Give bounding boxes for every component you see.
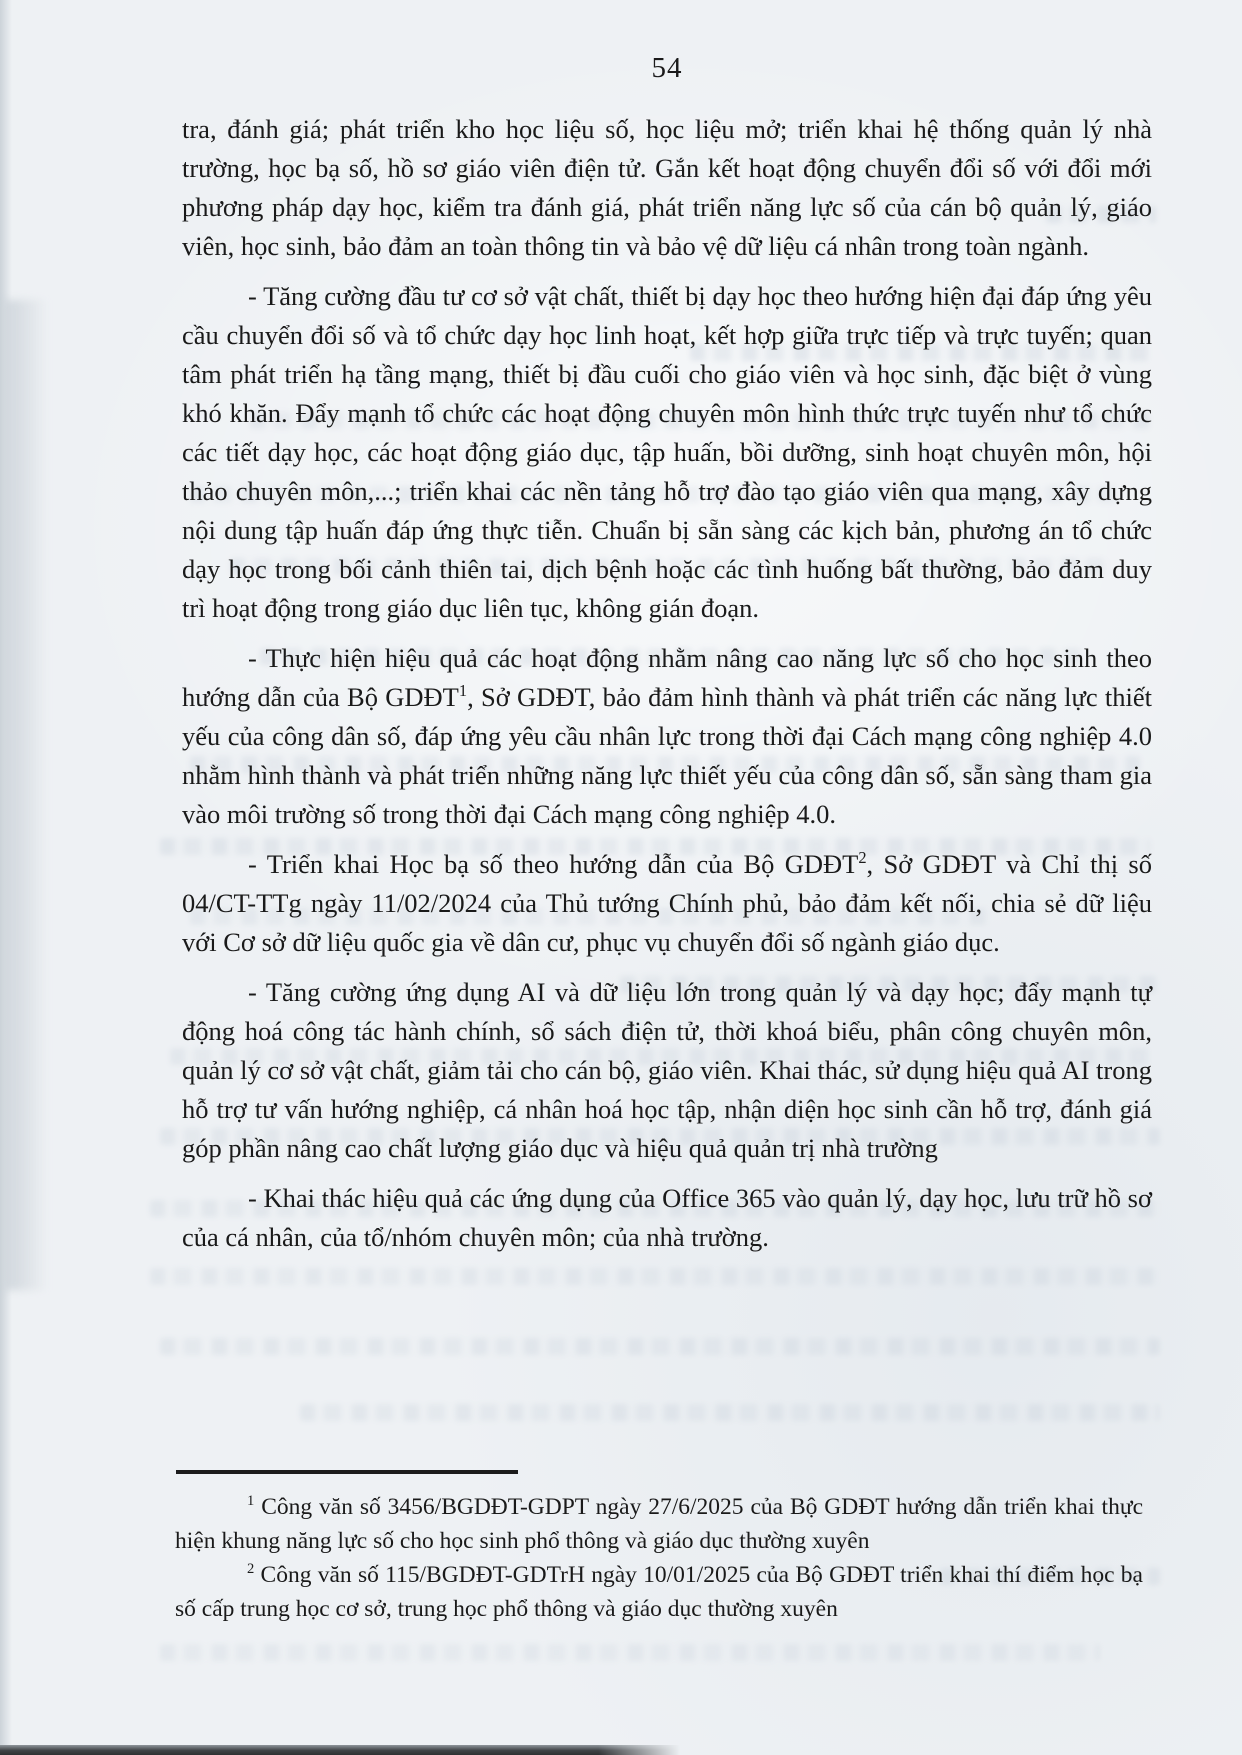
- bleed-through-artifact: [300, 1404, 1160, 1421]
- paragraph-text: - Khai thác hiệu quả các ứng dụng của Office 365 vào quản lý, dạy học, lưu trữ hồ sơ của cá nhân, của tổ/nhóm chuyên môn; của nhà trường.: [182, 1183, 1152, 1252]
- paragraph-text: , Sở GDĐT, bảo đảm hình thành và phát triển các năng lực thiết yếu của công dân số, đáp ứng yêu cầu nhân lực trong thời đại Cách mạng công nghiệp 4.0 nhằm hình thành và phát triển những năng lực thiết yếu của công dân số, sẵn sàng tham gia vào môi trường số trong thời đại Cách mạng công nghiệp 4.0.: [182, 682, 1153, 829]
- paragraph-text: , Sở GDĐT và Chỉ thị số 04/CT-TTg ngày 11/02/2024 của Thủ tướng Chính phủ, bảo đảm kết nối, chia sẻ dữ liệu với Cơ sở dữ liệu quốc gia về dân cư, phục vụ chuyển đổi số ngành giáo dục.: [182, 849, 1152, 957]
- footnote-text: Công văn số 3456/BGDĐT-GDPT ngày 27/6/2025 của Bộ GDĐT hướng dẫn triển khai thực hiện khung năng lực số cho học sinh phổ thông và giáo dục thường xuyên: [175, 1494, 1143, 1554]
- footnote-text: Công văn số 115/BGDĐT-GDTrH ngày 10/01/2025 của Bộ GDĐT triển khai thí điểm học bạ số cấp trung học cơ sở, trung học phổ thông và giáo dục thường xuyên: [175, 1562, 1143, 1622]
- footnote-marker: 1: [247, 1493, 255, 1510]
- page-number: 54: [651, 52, 683, 84]
- paragraph-bullet: [182, 845, 1152, 962]
- paragraph-bullet: [182, 277, 1152, 628]
- footnote: [175, 1490, 1143, 1558]
- paragraph-text: - Thực hiện hiệu quả các hoạt động nhằm nâng cao năng lực số cho học sinh theo hướng dẫn của Bộ GDĐT: [182, 643, 1152, 712]
- paragraph-bullet: [182, 639, 1152, 834]
- footnote-reference: 2: [858, 848, 867, 868]
- footnote: [175, 1558, 1143, 1626]
- scan-fold-shadow: [6, 300, 48, 1290]
- paragraph-text: tra, đánh giá; phát triển kho học liệu số, học liệu mở; triển khai hệ thống quản lý nhà trường, học bạ số, hồ sơ giáo viên điện tử. Gắn kết hoạt động chuyển đổi số với đổi mới phương pháp dạy học, kiểm tra đánh giá, phát triển năng lực số của cán bộ quản lý, giáo viên, học sinh, bảo đảm an toàn thông tin và bảo vệ dữ liệu cá nhân trong toàn ngành.: [182, 114, 1152, 261]
- bleed-through-artifact: [160, 1644, 1100, 1661]
- footnotes: [175, 1490, 1143, 1626]
- paragraph-text: - Tăng cường đầu tư cơ sở vật chất, thiết bị dạy học theo hướng hiện đại đáp ứng yêu cầu chuyển đổi số và tổ chức dạy học linh hoạt, kết hợp giữa trực tiếp và trực tuyến; quan tâm phát triển hạ tầng mạng, thiết bị đầu cuối cho giáo viên và học sinh, đặc biệt ở vùng khó khăn. Đẩy mạnh tổ chức các hoạt động chuyên môn hình thức trực tuyến như tổ chức các tiết dạy học, các hoạt động giáo dục, tập huấn, bồi dưỡng, sinh hoạt chuyên môn, hội thảo chuyên môn,...; triển khai các nền tảng hỗ trợ đào tạo giáo viên qua mạng, xây dựng nội dung tập huấn đáp ứng thực tiễn. Chuẩn bị sẵn sàng các kịch bản, phương án tổ chức dạy học trong bối cảnh thiên tai, dịch bệnh hoặc các tình huống bất thường, bảo đảm duy trì hoạt động trong giáo dục liên tục, không gián đoạn.: [182, 281, 1152, 623]
- scan-bottom-edge-band: [0, 1745, 680, 1755]
- paragraph-bullet: [182, 1179, 1152, 1257]
- paragraph-continuation: [182, 110, 1152, 266]
- footnote-separator: [176, 1470, 518, 1474]
- document-body: [182, 110, 1152, 1268]
- paragraph-text: - Tăng cường ứng dụng AI và dữ liệu lớn trong quản lý và dạy học; đẩy mạnh tự động hoá công tác hành chính, sổ sách điện tử, thời khoá biểu, phân công chuyên môn, quản lý cơ sở vật chất, giảm tải cho cán bộ, giáo viên. Khai thác, sử dụng hiệu quả AI trong hỗ trợ tư vấn hướng nghiệp, cá nhân hoá học tập, nhận diện học sinh cần hỗ trợ, đánh giá góp phần nâng cao chất lượng giáo dục và hiệu quả quản trị nhà trường: [182, 977, 1152, 1163]
- bleed-through-artifact: [160, 1338, 1160, 1355]
- footnote-reference: 1: [458, 681, 468, 701]
- paragraph-bullet: [182, 973, 1152, 1168]
- footnote-marker: 2: [247, 1561, 255, 1578]
- paragraph-text: - Triển khai Học bạ số theo hướng dẫn của Bộ GDĐT: [248, 849, 859, 879]
- bleed-through-artifact: [150, 1268, 1160, 1285]
